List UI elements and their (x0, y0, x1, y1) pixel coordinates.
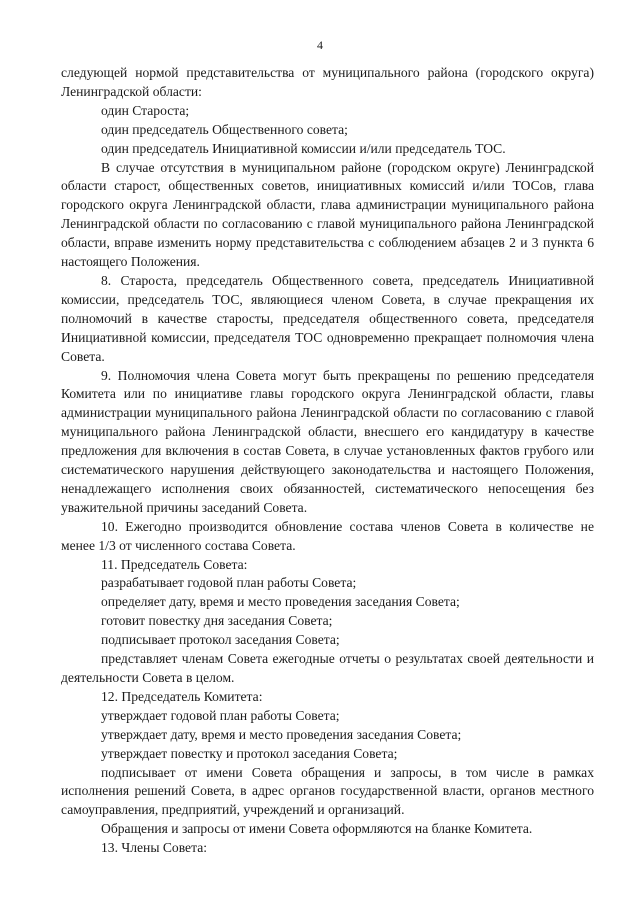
list-item-approves-agenda: утверждает повестку и протокол заседания Совета; (101, 745, 398, 761)
paragraph-clause-8: 8. Староста, председатель Общественного совета, председатель Инициативной комиссии, председатель ТОС, являющиеся членом Совета, в случае прекращения их полномочий в качестве старосты, председателя общественного совета, председателя Инициативной комиссии, председателя ТОС одновременно прекращает полномочия члена Совета. (61, 272, 594, 364)
paragraph-clause-10: 10. Ежегодно производится обновление состава членов Совета в количестве не менее 1/3 от численного состава Совета. (61, 518, 594, 553)
document-body (61, 64, 594, 858)
section-heading-committee-chair: 12. Председатель Комитета: (101, 688, 263, 704)
list-item-sets-date: определяет дату, время и место проведения заседания Совета; (101, 594, 460, 610)
section-heading-council-members: 13. Члены Совета: (101, 840, 208, 856)
paragraph-clause-9: 9. Полномочия члена Совета могут быть прекращены по решению председателя Комитета или по инициативе главы городского округа Ленинградской области, главы администрации муниципального района Ленинградской области по согласованию с главой муниципального района Ленинградской области, внесшего его кандидатуру в качестве предложения для включения в состав Совета, в случае установленных фактов грубого или систематического нарушения действующего законодательства и настоящего Положения, ненадлежащего исполнения своих обязанностей, систематического непосещения без уважительной причины заседаний Совета. (61, 367, 594, 515)
paragraph-signs-requests: подписывает от имени Совета обращения и запросы, в том числе в рамках исполнения решений Совета, в адрес органов государственной власти, органов местного самоуправления, предприятий, учреждений и организаций. (61, 764, 594, 818)
page-number: 4 (317, 38, 323, 52)
list-item-approves-plan: утверждает годовой план работы Совета; (101, 707, 340, 723)
paragraph-absence-case: В случае отсутствия в муниципальном районе (городском округе) Ленинградской области старост, общественных советов, инициативных комиссий и/или ТОСов, глава городского округа Ленинградской области, глава администрации муниципального района Ленинградской области по согласованию с главой муниципального района Ленинградской области, вправе изменить норму представительства с соблюдением абзацев 2 и 3 пункта 6 настоящего Положения. (61, 159, 594, 270)
list-item-signs-protocol: подписывает протокол заседания Совета; (101, 632, 340, 648)
paragraph-committee-letterhead: Обращения и запросы от имени Совета оформляются на бланке Комитета. (101, 821, 533, 837)
list-item-approves-date: утверждает дату, время и место проведения заседания Совета; (101, 726, 462, 742)
paragraph-presents-reports: представляет членам Совета ежегодные отчеты о результатах своей деятельности и деятельности Совета в целом. (61, 651, 594, 685)
paragraph-representation-norm: следующей нормой представительства от муниципального района (городского округа) Ленинградской области: (61, 65, 594, 99)
list-item-public-council-chair: один председатель Общественного совета; (101, 121, 348, 137)
list-item-prepares-agenda: готовит повестку дня заседания Совета; (101, 613, 333, 629)
list-item-initiative-commission-chair: один председатель Инициативной комиссии и/или председатель ТОС. (101, 140, 506, 156)
section-heading-council-chair: 11. Председатель Совета: (101, 556, 248, 572)
list-item-develops-plan: разрабатывает годовой план работы Совета; (101, 575, 357, 591)
list-item-starosta: один Староста; (101, 102, 190, 118)
